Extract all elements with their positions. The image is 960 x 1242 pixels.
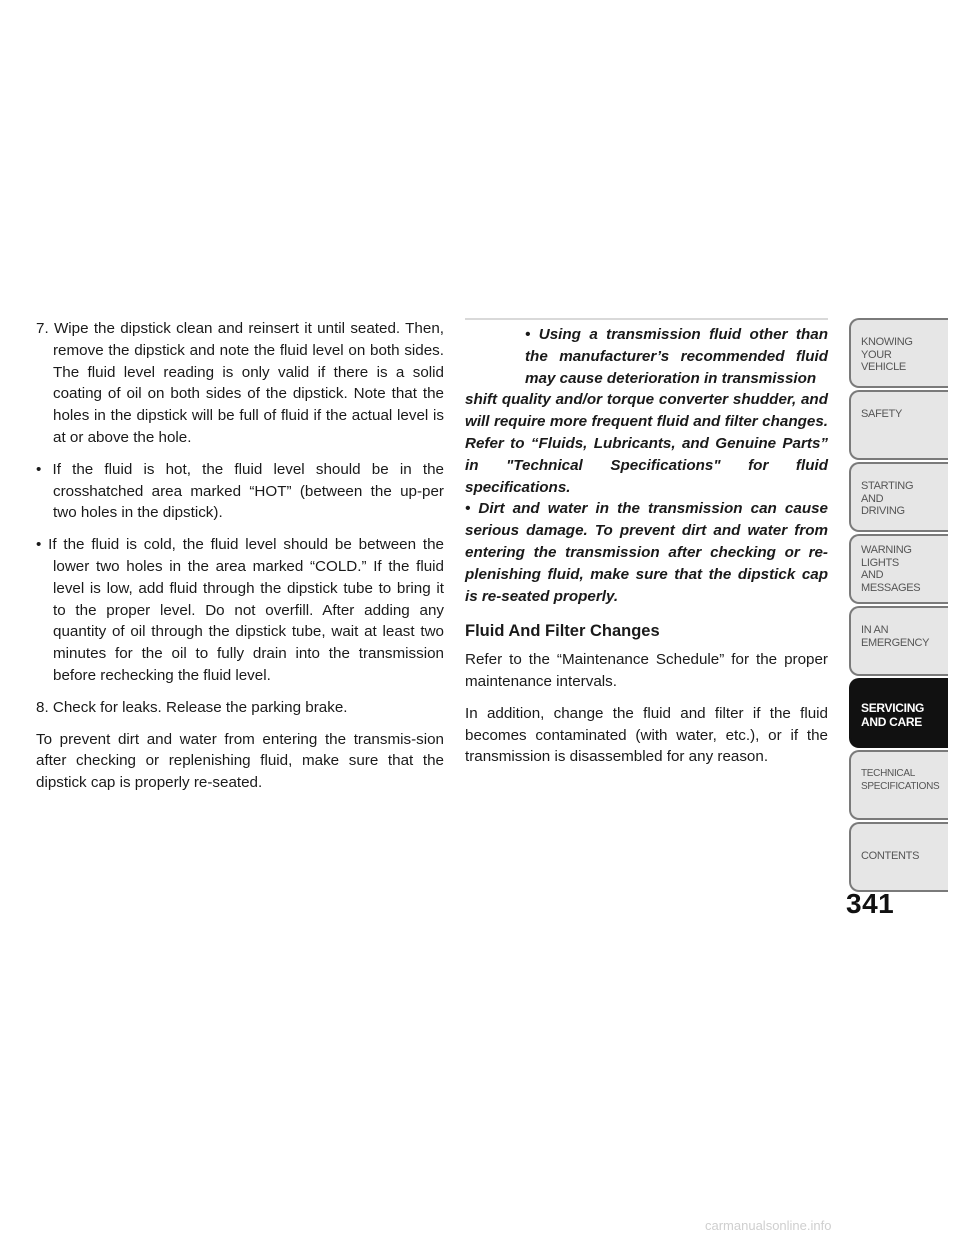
tab-knowing-your-vehicle[interactable] (849, 318, 948, 388)
tab-label: TECHNICAL SPECIFICATIONS (861, 768, 940, 792)
caution-1-rest: shift quality and/or torque converter shudder, and will require more frequent fluid and filter changes. Refer to “Fluids, Lubricants, and Genuine Parts” in "Technical Specifications" for fluid specifications. (465, 391, 828, 496)
tab-in-an-emergency[interactable] (849, 606, 948, 676)
caution-divider (465, 318, 828, 320)
tab-warning-lights[interactable] (849, 534, 948, 604)
caution-box (465, 324, 828, 607)
tab-contents[interactable] (849, 822, 948, 892)
watermark: carmanualsonline.info (705, 1218, 832, 1233)
chapter-tabs (849, 318, 948, 894)
tab-servicing-and-care[interactable] (849, 678, 948, 748)
tab-label: SAFETY (861, 408, 902, 420)
tab-label: SERVICING AND CARE (861, 701, 925, 729)
tab-label: CONTENTS (861, 850, 920, 862)
bullet-hot-text: • If the fluid is hot, the fluid level should be in the crosshatched area marked “HOT” (between the up-per two holes in the dipstick). (36, 460, 444, 522)
right-column (465, 318, 828, 778)
tab-label: WARNING LIGHTS AND MESSAGES (861, 544, 921, 594)
tab-label: IN AN EMERGENCY (861, 624, 930, 649)
caution-2: • Dirt and water in the transmission can cause serious damage. To prevent dirt and water from entering the transmission after checking or re-plenishing fluid, make sure that the dipstick cap is re-seated properly. (465, 500, 828, 605)
tab-label: STARTING AND DRIVING (861, 480, 914, 517)
step-8-text: 8. Check for leaks. Release the parking brake. (36, 698, 348, 716)
step-7-text: 7. Wipe the dipstick clean and reinsert it until seated. Then, remove the dipstick and note the fluid level on both sides. The fluid level reading is only valid if there is a solid coating of oil on both sides of the dipstick. Note that the holes in the dipstick will be full of fluid if the actual level is at or above the hole. (36, 320, 444, 446)
tab-safety[interactable] (849, 390, 948, 460)
bullet-cold-text: • If the fluid is cold, the fluid level should be between the lower two holes in the area marked “COLD.” If the fluid level is low, add fluid through the dipstick tube to bring it to the proper level. Do not overfill. After adding any quantity of oil through the dipstick tube, wait at least two minutes for the oil to fully drain into the transmission before rechecking the fluid level. (36, 536, 444, 684)
tab-label: KNOWING YOUR VEHICLE (861, 336, 913, 373)
tab-technical-specifications[interactable] (849, 750, 948, 820)
closing-paragraph: To prevent dirt and water from entering the transmis-sion after checking or replenishing fluid, make sure that the dipstick cap is properly re-seated. (36, 730, 444, 792)
caution-1-lead: • Using a transmission fluid other than the manufacturer’s recommended fluid may cause deterioration in transmission (525, 326, 828, 387)
maintenance-paragraph: Refer to the “Maintenance Schedule” for the proper maintenance intervals. (465, 651, 828, 690)
section-heading: Fluid And Filter Changes (465, 622, 660, 641)
page-number: 341 (846, 888, 895, 919)
left-column (36, 318, 444, 804)
contamination-paragraph: In addition, change the fluid and filter if the fluid becomes contaminated (with water, etc.), or if the transmission is disassembled for any reason. (465, 704, 828, 766)
tab-starting-and-driving[interactable] (849, 462, 948, 532)
